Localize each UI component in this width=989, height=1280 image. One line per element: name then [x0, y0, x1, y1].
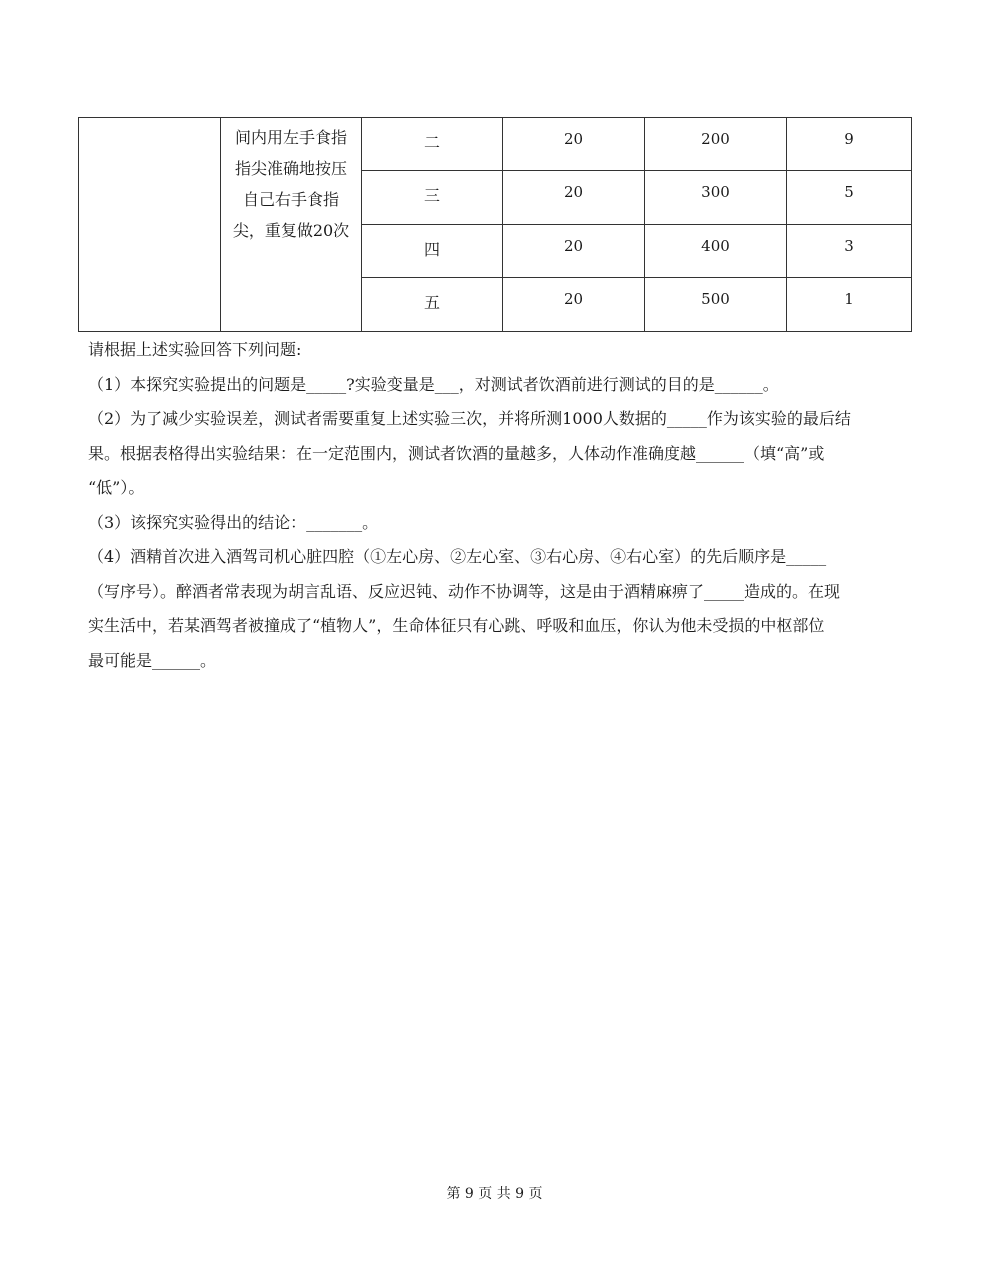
accuracy-cell: 1	[787, 278, 912, 332]
group-cell: 四	[362, 225, 503, 278]
experiment-table	[78, 117, 912, 332]
count-cell: 20	[503, 225, 645, 278]
table-row	[79, 118, 912, 171]
question-4-line: （4）酒精首次进入酒驾司机心脏四腔（①左心房、②左心室、③右心房、④右心室）的先后顺序是_____	[88, 547, 827, 566]
group-cell: 三	[362, 171, 503, 225]
question-4-line: 最可能是______。	[88, 650, 217, 670]
group-cell: 五	[362, 278, 503, 332]
amount-cell: 300	[645, 171, 787, 225]
questions-intro: 请根据上述实验回答下列问题:	[88, 340, 302, 359]
count-cell: 20	[503, 118, 645, 171]
method-line: 尖，重复做20次	[232, 221, 350, 240]
accuracy-cell: 9	[787, 118, 912, 171]
count-cell: 20	[503, 171, 645, 225]
method-line: 间内用左手食指	[234, 128, 347, 147]
amount-cell: 500	[645, 278, 787, 332]
question-1: （1）本探究实验提出的问题是_____?实验变量是___，对测试者饮酒前进行测试的目的是______。	[88, 374, 779, 394]
page-footer: 第 9 页 共 9 页	[446, 1186, 543, 1202]
group-cell: 二	[362, 118, 503, 171]
question-3: （3）该探究实验得出的结论：_______。	[88, 512, 379, 532]
blank-cell	[79, 118, 221, 332]
method-line: 指尖准确地按压	[234, 159, 347, 178]
question-2-line: 果。根据表格得出实验结果：在一定范围内，测试者饮酒的量越多，人体动作准确度越______（填“高”或	[88, 443, 825, 463]
amount-cell: 400	[645, 225, 787, 278]
questions-section	[88, 333, 908, 678]
question-2-line: （2）为了减少实验误差，测试者需要重复上述实验三次，并将所测1000人数据的_____作为该实验的最后结	[88, 409, 851, 428]
accuracy-cell: 3	[787, 225, 912, 278]
question-4-line: （写序号）。醉酒者常表现为胡言乱语、反应迟钝、动作不协调等，这是由于酒精麻痹了_____造成的。在现	[88, 581, 841, 601]
amount-cell: 200	[645, 118, 787, 171]
method-cell	[221, 118, 362, 332]
accuracy-cell: 5	[787, 171, 912, 225]
question-4-line: 实生活中，若某酒驾者被撞成了“植物人”，生命体征只有心跳、呼吸和血压，你认为他未受损的中枢部位	[88, 616, 825, 635]
question-2-line: “低”）。	[88, 478, 145, 497]
count-cell: 20	[503, 278, 645, 332]
method-line: 自己右手食指	[242, 190, 339, 209]
